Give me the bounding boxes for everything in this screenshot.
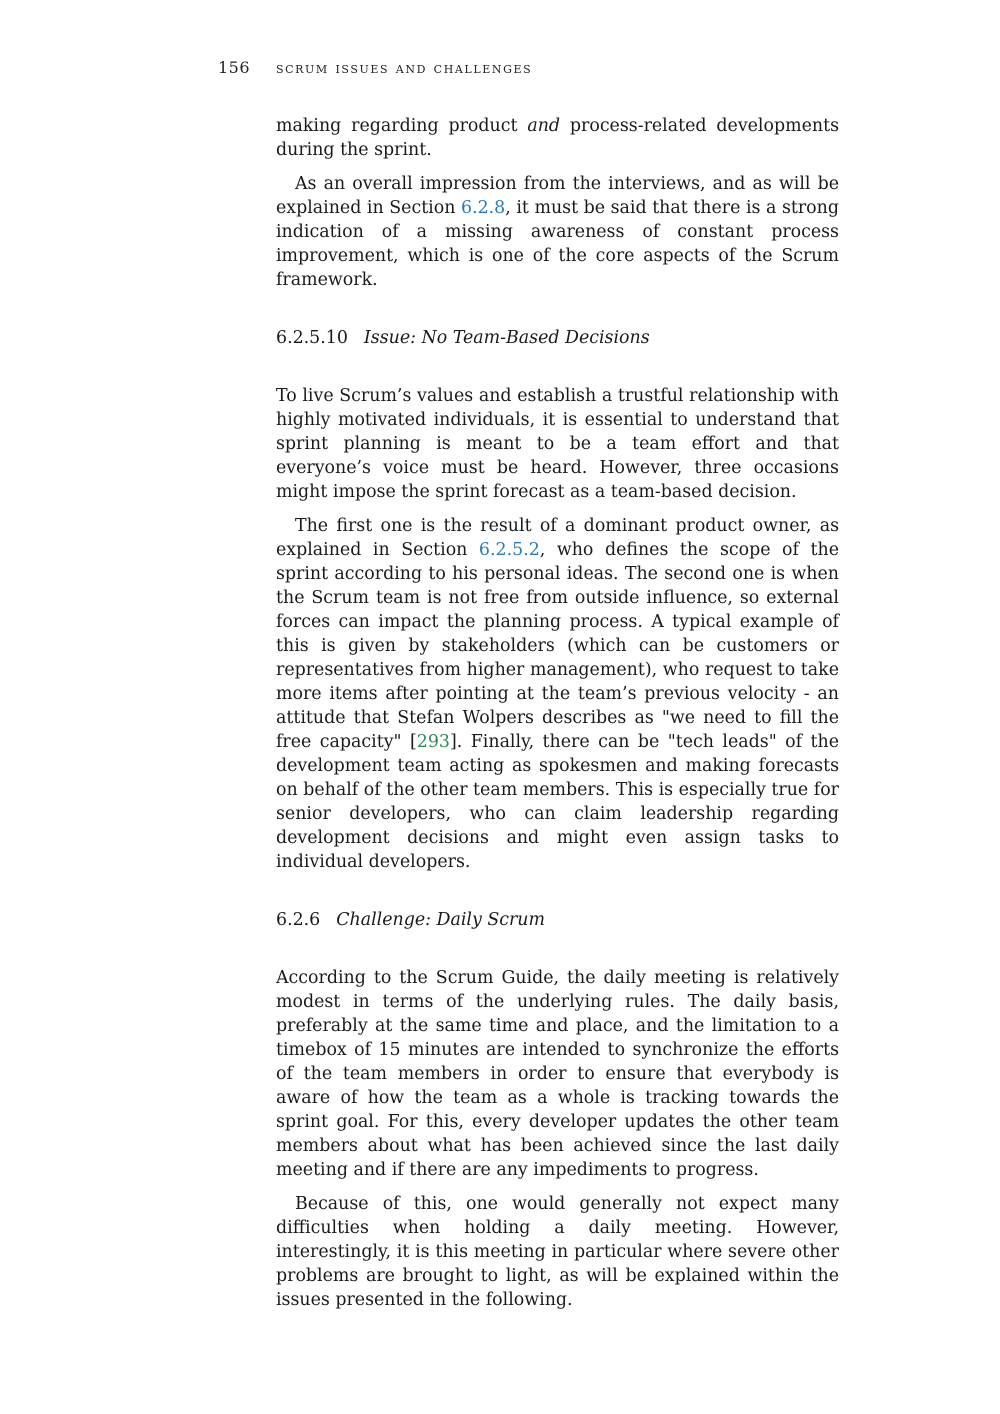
paragraph-text: The first one is the result of a dominant product owner, as explained in Section [276, 516, 839, 560]
citation-link-293[interactable]: 293 [416, 732, 450, 752]
section-heading-6-2-6 [276, 908, 839, 932]
paragraph-text: ]. Finally, there can be "tech leads" of the development team acting as spokesmen and making forecasts on behalf of the other team members. This is especially true for senior developers, who can claim leadership regarding development decisions and might even assign tasks to individual developers. [276, 732, 839, 872]
section-number: 6.2.5.10 [276, 328, 348, 348]
section-link-6-2-8[interactable]: 6.2.8 [461, 198, 506, 218]
paragraph-team-decisions: To live Scrum’s values and establish a trustful relationship with highly motivated individuals, it is essential to understand that sprint planning is meant to be a team effort and that everyone’s voice must be heard. However, three occasions might impose the sprint forecast as a team-based decision. [276, 386, 839, 502]
section-link-6-2-5-2[interactable]: 6.2.5.2 [478, 540, 540, 560]
paragraph-text: As an overall impression from the interviews, and as will be explained in Section [276, 174, 839, 218]
paragraph-difficulties: Because of this, one would generally not expect many difficulties when holding a daily meeting. However, interestingly, it is this meeting in particular where severe other problems are brought to light, as will be explained within the issues presented in the following. [276, 1194, 839, 1310]
running-head [218, 58, 532, 77]
paragraph-impression [276, 172, 839, 292]
section-title: Challenge: Daily Scrum [336, 910, 545, 930]
body-text [276, 114, 839, 1312]
paragraph-text: process-related developments during the sprint. [276, 116, 839, 160]
paragraph-continued [276, 114, 839, 162]
paragraph-text: making regarding product [276, 116, 528, 136]
section-title: Issue: No Team-Based Decisions [363, 328, 650, 348]
paragraph-occasions [276, 514, 839, 874]
emphasis-text: and [527, 116, 561, 136]
paragraph-text: , who defines the scope of the sprint according to his personal ideas. The second one is when the Scrum team is not free from outside influence, so external forces can impact the planning process. A typical example of this is given by stakeholders (which can be customers or representatives from higher management), who request to take more items after pointing at the team’s previous velocity - an attitude that Stefan Wolpers describes as "we need to fill the free capacity" [ [276, 540, 839, 752]
paragraph-daily-scrum: According to the Scrum Guide, the daily meeting is relatively modest in terms of the underlying rules. The daily basis, preferably at the same time and place, and the limitation to a timebox of 15 minutes are intended to synchronize the efforts of the team members in order to ensure that everybody is aware of how the team as a whole is tracking towards the sprint goal. For this, every developer updates the other team members about what has been achieved since the last daily meeting and if there are any impediments to progress. [276, 968, 839, 1180]
paragraph-text: , it must be said that there is a strong indication of a missing awareness of constant process improvement, which is one of the core aspects of the Scrum framework. [276, 198, 839, 290]
section-number: 6.2.6 [276, 910, 321, 930]
page-number: 156 [218, 58, 251, 77]
running-head-title: scrum issues and challenges [276, 58, 533, 77]
section-heading-6-2-5-10 [276, 326, 839, 350]
